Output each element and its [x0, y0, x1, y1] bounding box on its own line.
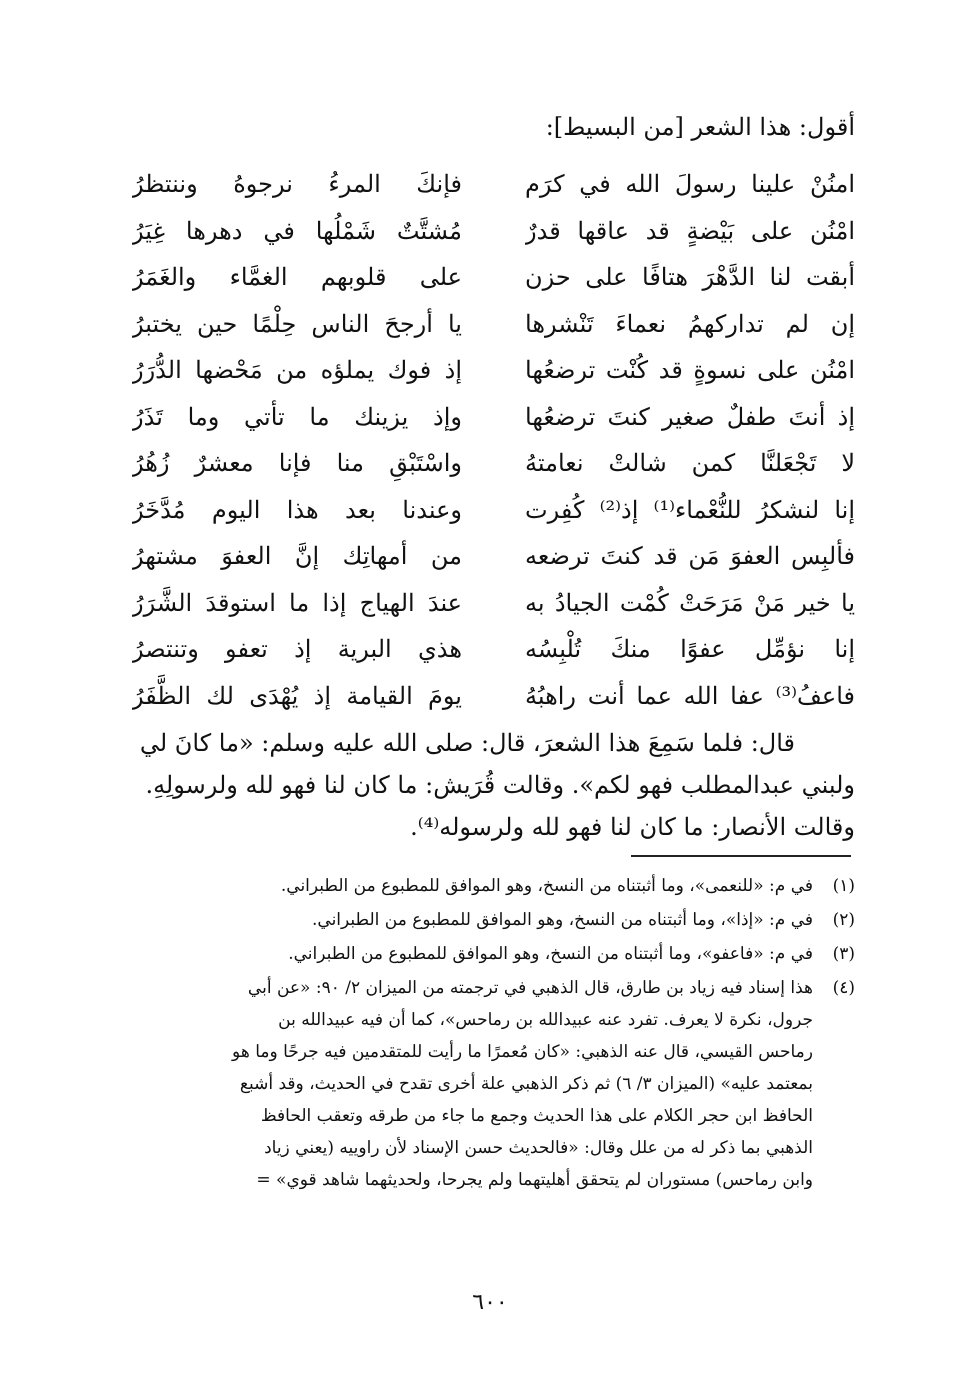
verse: [0, 255, 977, 299]
verse: [0, 395, 977, 439]
verse-second-hemistich: من أمهاتِك إنَّ العفوَ مشتهرُ: [132, 542, 462, 570]
verse-first-hemistich: فألبِس العفوَ مَن قد كنتَ ترضعه: [525, 542, 855, 570]
footnote: [120, 972, 855, 1196]
footnote-number: (٤): [832, 978, 855, 998]
verse: [0, 674, 977, 718]
verse: [0, 162, 977, 206]
footnote: [120, 904, 855, 936]
verse-second-hemistich: هذي البرية إذ تعفو وتنتصرُ: [132, 635, 462, 663]
verse: [0, 488, 977, 532]
footnote-number: (١): [832, 876, 855, 896]
verse-second-hemistich: يومَ القيامة إذ يُهْدَى لك الظَّفَرُ: [132, 681, 462, 710]
prose-line: ولبني عبدالمطلب فهو لكم». وقالت قُرَيش: ما كان لنا فهو لله ولرسولِهِ.: [145, 771, 855, 799]
verse: [0, 302, 977, 346]
poem-intro: أقول: هذا الشعر [من البسيط]:: [545, 113, 855, 141]
footnote-line: جرول، نكرة لا يعرف. تفرد عنه عبيدالله بن رماحس»، كما أن فيه عبيدالله بن: [278, 1010, 813, 1030]
verse-second-hemistich: وعندنا بعد هذا اليوم مُدَّخَرُ: [132, 495, 462, 524]
verse-second-hemistich: على قلوبهم الغمَّاء والغَمَرُ: [132, 263, 462, 291]
footnote-number: (٢): [832, 910, 855, 930]
verse-first-hemistich: إنا نؤمِّل عفوًا منكَ تُلْبِسُه: [525, 635, 855, 663]
verse-first-hemistich: إنا لنشكرُ للنُّعْماء⁽¹⁾ إذ⁽²⁾ كُفِرت: [525, 495, 855, 524]
footnote-number: (٣): [832, 944, 855, 964]
footnote-line: في م: «للنعمى»، وما أثبتناه من النسخ، وهو الموافق للمطبوع من الطبراني.: [280, 876, 813, 896]
verse-second-hemistich: وإذ يزينك ما تأتي وما تَذَرُ: [132, 402, 462, 431]
verse-first-hemistich: امْنُن على بَيْضةٍ قد عاقها قدرٌ: [525, 216, 855, 245]
verse-first-hemistich: يا خير مَنْ مَرَحَتْ كُمْت الجيادُ به: [525, 588, 855, 617]
footnote: [120, 870, 855, 902]
footnote-line: الحافظ ابن حجر الكلام على هذا الحديث وجمع ما جاء من طرقه وتعقب الحافظ: [260, 1106, 813, 1126]
verse-first-hemistich: إذ أنتَ طفلٌ صغير كنتَ ترضعُها: [525, 402, 855, 431]
footnotes: [120, 870, 855, 1198]
footnote-line: وابن رماحس) مستوران لم يتحقق أهليتهما ولم يجرحا، ولحديثهما شاهد قوي» =: [256, 1170, 813, 1190]
prose-paragraph: [120, 722, 855, 848]
verse-first-hemistich: امْنُن على نسوةٍ قد كُنْت ترضعُها: [525, 356, 855, 384]
verse-first-hemistich: إن لم تداركهمُ نعماءَ تَنْشرها: [525, 309, 855, 338]
footnote-line: في م: «إذا»، وما أثبتناه من النسخ، وهو الموافق للمطبوع من الطبراني.: [312, 910, 813, 930]
footnote-line: بمعتمد عليه» (الميزان ٣/ ٦) ثم ذكر الذهبي علة أخرى تقدح في الحديث، وقد أشبع: [239, 1074, 813, 1094]
verse: [0, 209, 977, 253]
verse: [0, 581, 977, 625]
verse-first-hemistich: أبقت لنا الدَّهْرَ هتافًا على حزن: [525, 263, 855, 291]
footnote-line: في م: «فاعفو»، وما أثبتناه من النسخ، وهو الموافق للمطبوع من الطبراني.: [288, 944, 813, 964]
footnote-line: هذا إسناد فيه زياد بن طارق، قال الذهبي في ترجمته من الميزان ٢/ ٩٠: «عن أبي: [247, 978, 813, 998]
verse-first-hemistich: امنُنْ علينا رسولَ الله في كرَم: [525, 170, 855, 198]
footnote: [120, 938, 855, 970]
verse: [0, 348, 977, 392]
footnote-line: الذهبي بما ذكر له من علل وقال: «فالحديث حسن الإسناد لأن راوييه (يعني زياد: [264, 1138, 813, 1158]
verse-second-hemistich: عندَ الهياج إذا ما استوقدَ الشَّرَرُ: [132, 588, 462, 617]
prose-line: قال: فلما سَمِعَ هذا الشعرَ، قال: صلى الله عليه وسلم: «ما كانَ لي: [139, 729, 795, 757]
prose-line: وقالت الأنصار: ما كان لنا فهو لله ولرسوله⁽⁴⁾.: [410, 813, 855, 841]
verse-first-hemistich: فاعفُ⁽³⁾ عفا الله عما أنت راهبُهُ: [525, 681, 855, 710]
footnote-line: رماحس القيسي، قال عنه الذهبي: «كان مُعمرًا ما رأيت للمتقدمين فيه جرحًا وما هو: [232, 1042, 813, 1062]
verse: [0, 441, 977, 485]
verse: [0, 534, 977, 578]
verse-second-hemistich: فإنكَ المرءُ نرجوهُ وننتظرُ: [132, 170, 462, 198]
verse: [0, 627, 977, 671]
verse-second-hemistich: إذ فوك يملؤه من مَحْضها الدُّرَرُ: [132, 356, 462, 384]
verse-second-hemistich: يا أرجحَ الناس حِلْمًا حين يختبرُ: [132, 309, 462, 338]
page-number: ٦٠٠: [472, 1290, 508, 1315]
verse-second-hemistich: واسْتَبْقِ منا فإنا معشرٌ زُهُرُ: [132, 449, 462, 477]
verse-second-hemistich: مُشتَّتٌ شَمْلُها في دهرها غِيَرُ: [132, 216, 462, 245]
footnote-divider: [631, 855, 851, 857]
verse-first-hemistich: لا تَجْعَلنَّا كمن شالتْ نعامتهُ: [525, 449, 855, 477]
